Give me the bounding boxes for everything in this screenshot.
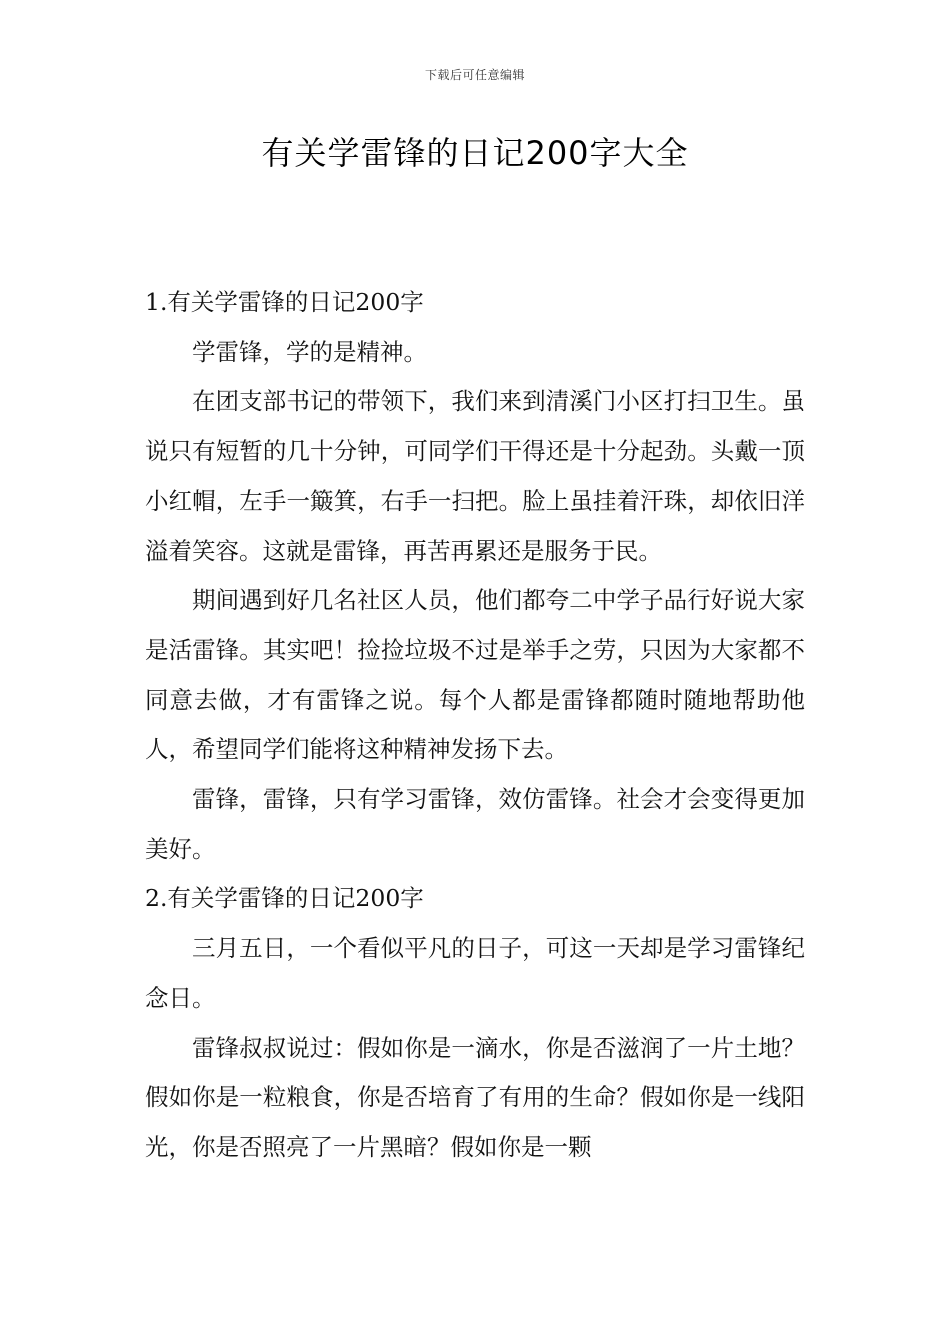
- paragraph: 学雷锋，学的是精神。: [192, 337, 427, 366]
- document-body: [145, 278, 805, 1173]
- paragraph: 雷锋，雷锋，只有学习雷锋，效仿雷锋。社会才会变得更加美好。: [145, 785, 805, 863]
- paragraph: 三月五日，一个看似平凡的日子，可这一天却是学习雷锋纪念日。: [145, 934, 805, 1012]
- document-title: 有关学雷锋的日记200字大全: [261, 134, 689, 172]
- header-note: 下载后可任意编辑: [424, 68, 525, 82]
- section-heading-1: 1.有关学雷锋的日记200字: [145, 288, 424, 316]
- paragraph: 期间遇到好几名社区人员，他们都夸二中学子品行好说大家是活雷锋。其实吧！捡捡垃圾不过是举手之劳，只因为大家都不同意去做，才有雷锋之说。每个人都是雷锋都随时随地帮助他人，希望同学们能将这种精神发扬下去。: [145, 586, 805, 764]
- section-heading-2: 2.有关学雷锋的日记200字: [145, 884, 424, 913]
- paragraph: 雷锋叔叔说过：假如你是一滴水，你是否滋润了一片土地？假如你是一粒粮食，你是否培育了有用的生命？假如你是一线阳光，你是否照亮了一片黑暗？假如你是一颗: [145, 1033, 805, 1161]
- paragraph: 在团支部书记的带领下，我们来到清溪门小区打扫卫生。虽说只有短暂的几十分钟，可同学们干得还是十分起劲。头戴一顶小红帽，左手一簸箕，右手一扫把。脸上虽挂着汗珠，却依旧洋溢着笑容。这就是雷锋，再苦再累还是服务于民。: [145, 387, 805, 565]
